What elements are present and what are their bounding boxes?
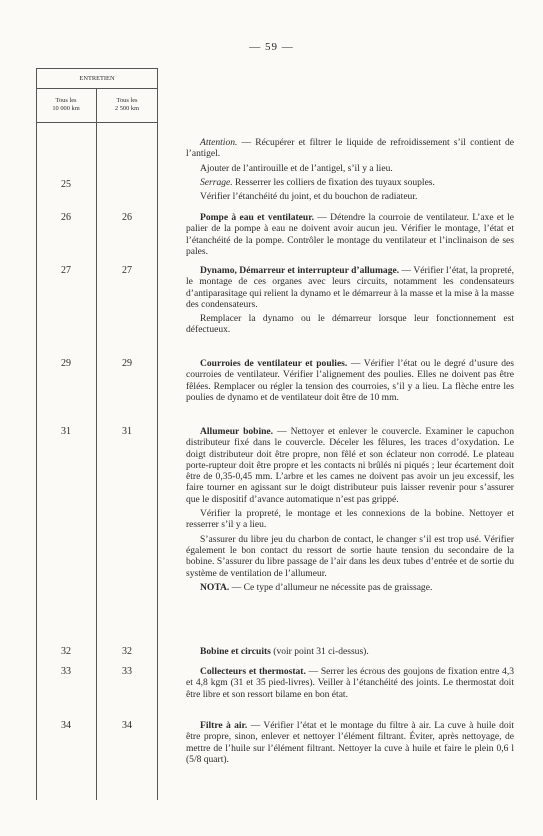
row-31-col2: 31 — [122, 426, 132, 437]
column-header-2500km — [97, 97, 157, 113]
attention-paragraph — [186, 137, 514, 160]
row-27-col1: 27 — [61, 265, 71, 276]
etancheite-paragraph: Vérifier l’étanchéité du joint, et du bouchon de radiateur. — [200, 191, 418, 203]
dynamo-title: Dynamo, Démarreur et interrupteur d’allumage. — [200, 265, 400, 276]
filtre-text: — Vérifier l’état et le montage du filtre à air. La cuve à huile doit être propre, sinon, enlever et nettoyer l’élément filtrant. Éviter, après nettoyage, de mettre de l’huile sur l’élément filtrant. Nettoyer la cuve à huile et faire le plein 0,6 l (5/8 quart). — [186, 720, 514, 765]
nota-text: — Ce type d’allumeur ne nécessite pas de graissage. — [229, 581, 433, 593]
section-filtre — [186, 720, 514, 768]
table-title: ENTRETIEN — [79, 75, 115, 82]
bobine-paragraph — [186, 646, 514, 657]
attention-text: — Récupérer et filtrer le liquide de refroidissement s’il contient de l’antigel. — [186, 137, 514, 160]
courroies-text: — Vérifier l’état ou le degré d’usure des courroies de ventilateur. Vérifier l’alignement des poulies. Elles ne doivent pas être fêlées. Remplacer ou régler la tension des courroies, s’il y a lieu. La flèche entre les poulies de dynamo et de ventilateur doit être de 10 mm. — [186, 358, 514, 403]
row-31-col1: 31 — [61, 426, 71, 437]
section-courroies — [186, 358, 514, 406]
allumeur-paragraph — [186, 426, 514, 505]
bobine-title: Bobine et circuits — [200, 646, 271, 657]
allumeur-text: — Nettoyer et enlever le couvercle. Examiner le capuchon distributeur fixé dans le couvercle. Déceler les fêlures, les traces d’oxydation. Le doigt distributeur doit être propre, non fêlé et son éclateur non corrodé. Le plateau porte-rupteur doit être propre et les contacts ni brûlés ni piqués ; leur écartement doit être de 0,35-0,45 mm. L’arbre et les cames ne doivent pas avoir un jeu excessif, les faire tourner en agissant sur le doigt distributeur puis laisser revenir pour s’assurer que le dispositif d’avance automatique n’est pas grippé. — [186, 426, 514, 505]
table-left-border — [36, 68, 37, 800]
table-right-border — [157, 68, 158, 800]
row-26-col2: 26 — [122, 212, 132, 223]
serrage-paragraph — [186, 177, 514, 188]
row-33-col2: 33 — [122, 666, 132, 677]
row-34-col2: 34 — [122, 720, 132, 731]
table-header-divider — [36, 122, 158, 123]
section-pompe — [186, 212, 514, 260]
pompe-paragraph — [186, 212, 514, 257]
nota-paragraph — [186, 582, 514, 593]
courroies-title: Courroies de ventilateur et poulies. — [200, 358, 348, 369]
courroies-paragraph — [186, 358, 514, 403]
dynamo-paragraph — [186, 265, 514, 310]
row-29-col1: 29 — [61, 358, 71, 369]
section-bobine — [186, 646, 514, 660]
page-number: — 59 — — [249, 41, 294, 53]
collecteurs-paragraph — [186, 666, 514, 700]
allumeur-paragraph-3: S’assurer du libre jeu du charbon de contact, le changer s’il est trop usé. Vérifier également le bon contact du ressort de sortie haute tension du secondaire de la bobine. S’assurer du libre passage de l’air dans les deux tubes d’entrée et de sortie du système de ventilation de l’allumeur. — [186, 533, 514, 579]
nota-title: NOTA. — [200, 581, 230, 593]
collecteurs-text: — Serrer les écrous des goujons de fixation entre 4,3 et 4,8 kgm (31 et 35 pied-livres). Veiller à l’étanchéité des joints. Le thermostat doit être libre et son ressort bilame en bon état. — [186, 666, 514, 700]
row-27-col2: 27 — [122, 265, 132, 276]
collecteurs-title: Collecteurs et thermostat. — [200, 666, 306, 677]
section-radiateur — [186, 137, 514, 205]
column-header-10000km-line1: Tous les — [55, 97, 77, 104]
column-header-2500km-line2: 2 500 km — [114, 105, 140, 112]
pompe-title: Pompe à eau et ventilateur. — [200, 212, 314, 223]
row-32-col1: 32 — [61, 646, 71, 657]
dynamo-paragraph-2: Remplacer la dynamo ou le démarreur lorsque leur fonctionnement est défectueux. — [186, 313, 514, 336]
filtre-title: Filtre à air. — [200, 720, 248, 731]
row-26-col1: 26 — [61, 212, 71, 223]
row-33-col1: 33 — [61, 666, 71, 677]
row-32-col2: 32 — [122, 646, 132, 657]
allumeur-paragraph-2: Vérifier la propreté, le montage et les connexions de la bobine. Nettoyer et resserrer s’il y a lieu. — [186, 508, 514, 531]
column-header-10000km-line2: 10 000 km — [52, 105, 80, 112]
row-25-col1: 25 — [61, 179, 71, 190]
serrage-title: Serrage. — [200, 176, 233, 188]
pompe-text: — Détendre la courroie de ventilateur. L’axe et le palier de la pompe à eau ne doivent avoir aucun jeu. Vérifier le montage, l’état et l’étanchéité de la pompe. Contrôler le montage du ventilateur et l’inclinaison de ses pales. — [186, 212, 515, 257]
filtre-paragraph — [186, 720, 514, 765]
column-header-10000km — [36, 97, 96, 113]
section-allumeur — [186, 426, 514, 596]
section-dynamo — [186, 265, 514, 339]
attention-title: Attention. — [200, 137, 238, 148]
row-34-col1: 34 — [61, 720, 71, 731]
serrage-text: Resserrer les colliers de fixation des tuyaux souples. — [232, 176, 435, 188]
table-column-divider — [96, 88, 97, 800]
bobine-text: (voir point 31 ci-dessus). — [270, 646, 369, 657]
table-title-divider — [36, 88, 158, 89]
section-collecteurs — [186, 666, 514, 703]
dynamo-text: — Vérifier l’état, la propreté, le montage de ces organes avec leurs circuits, notamment les condensateurs d’antiparasitage qui relient la dynamo et le démarreur à la masse et la mise à la masse des condensateurs. — [186, 265, 514, 310]
column-header-2500km-line1: Tous les — [116, 97, 138, 104]
allumeur-title: Allumeur bobine. — [200, 426, 274, 437]
table-top-border — [36, 68, 158, 69]
row-29-col2: 29 — [122, 358, 132, 369]
antirouille-paragraph: Ajouter de l’antirouille et de l’antigel, s’il y a lieu. — [200, 162, 393, 174]
